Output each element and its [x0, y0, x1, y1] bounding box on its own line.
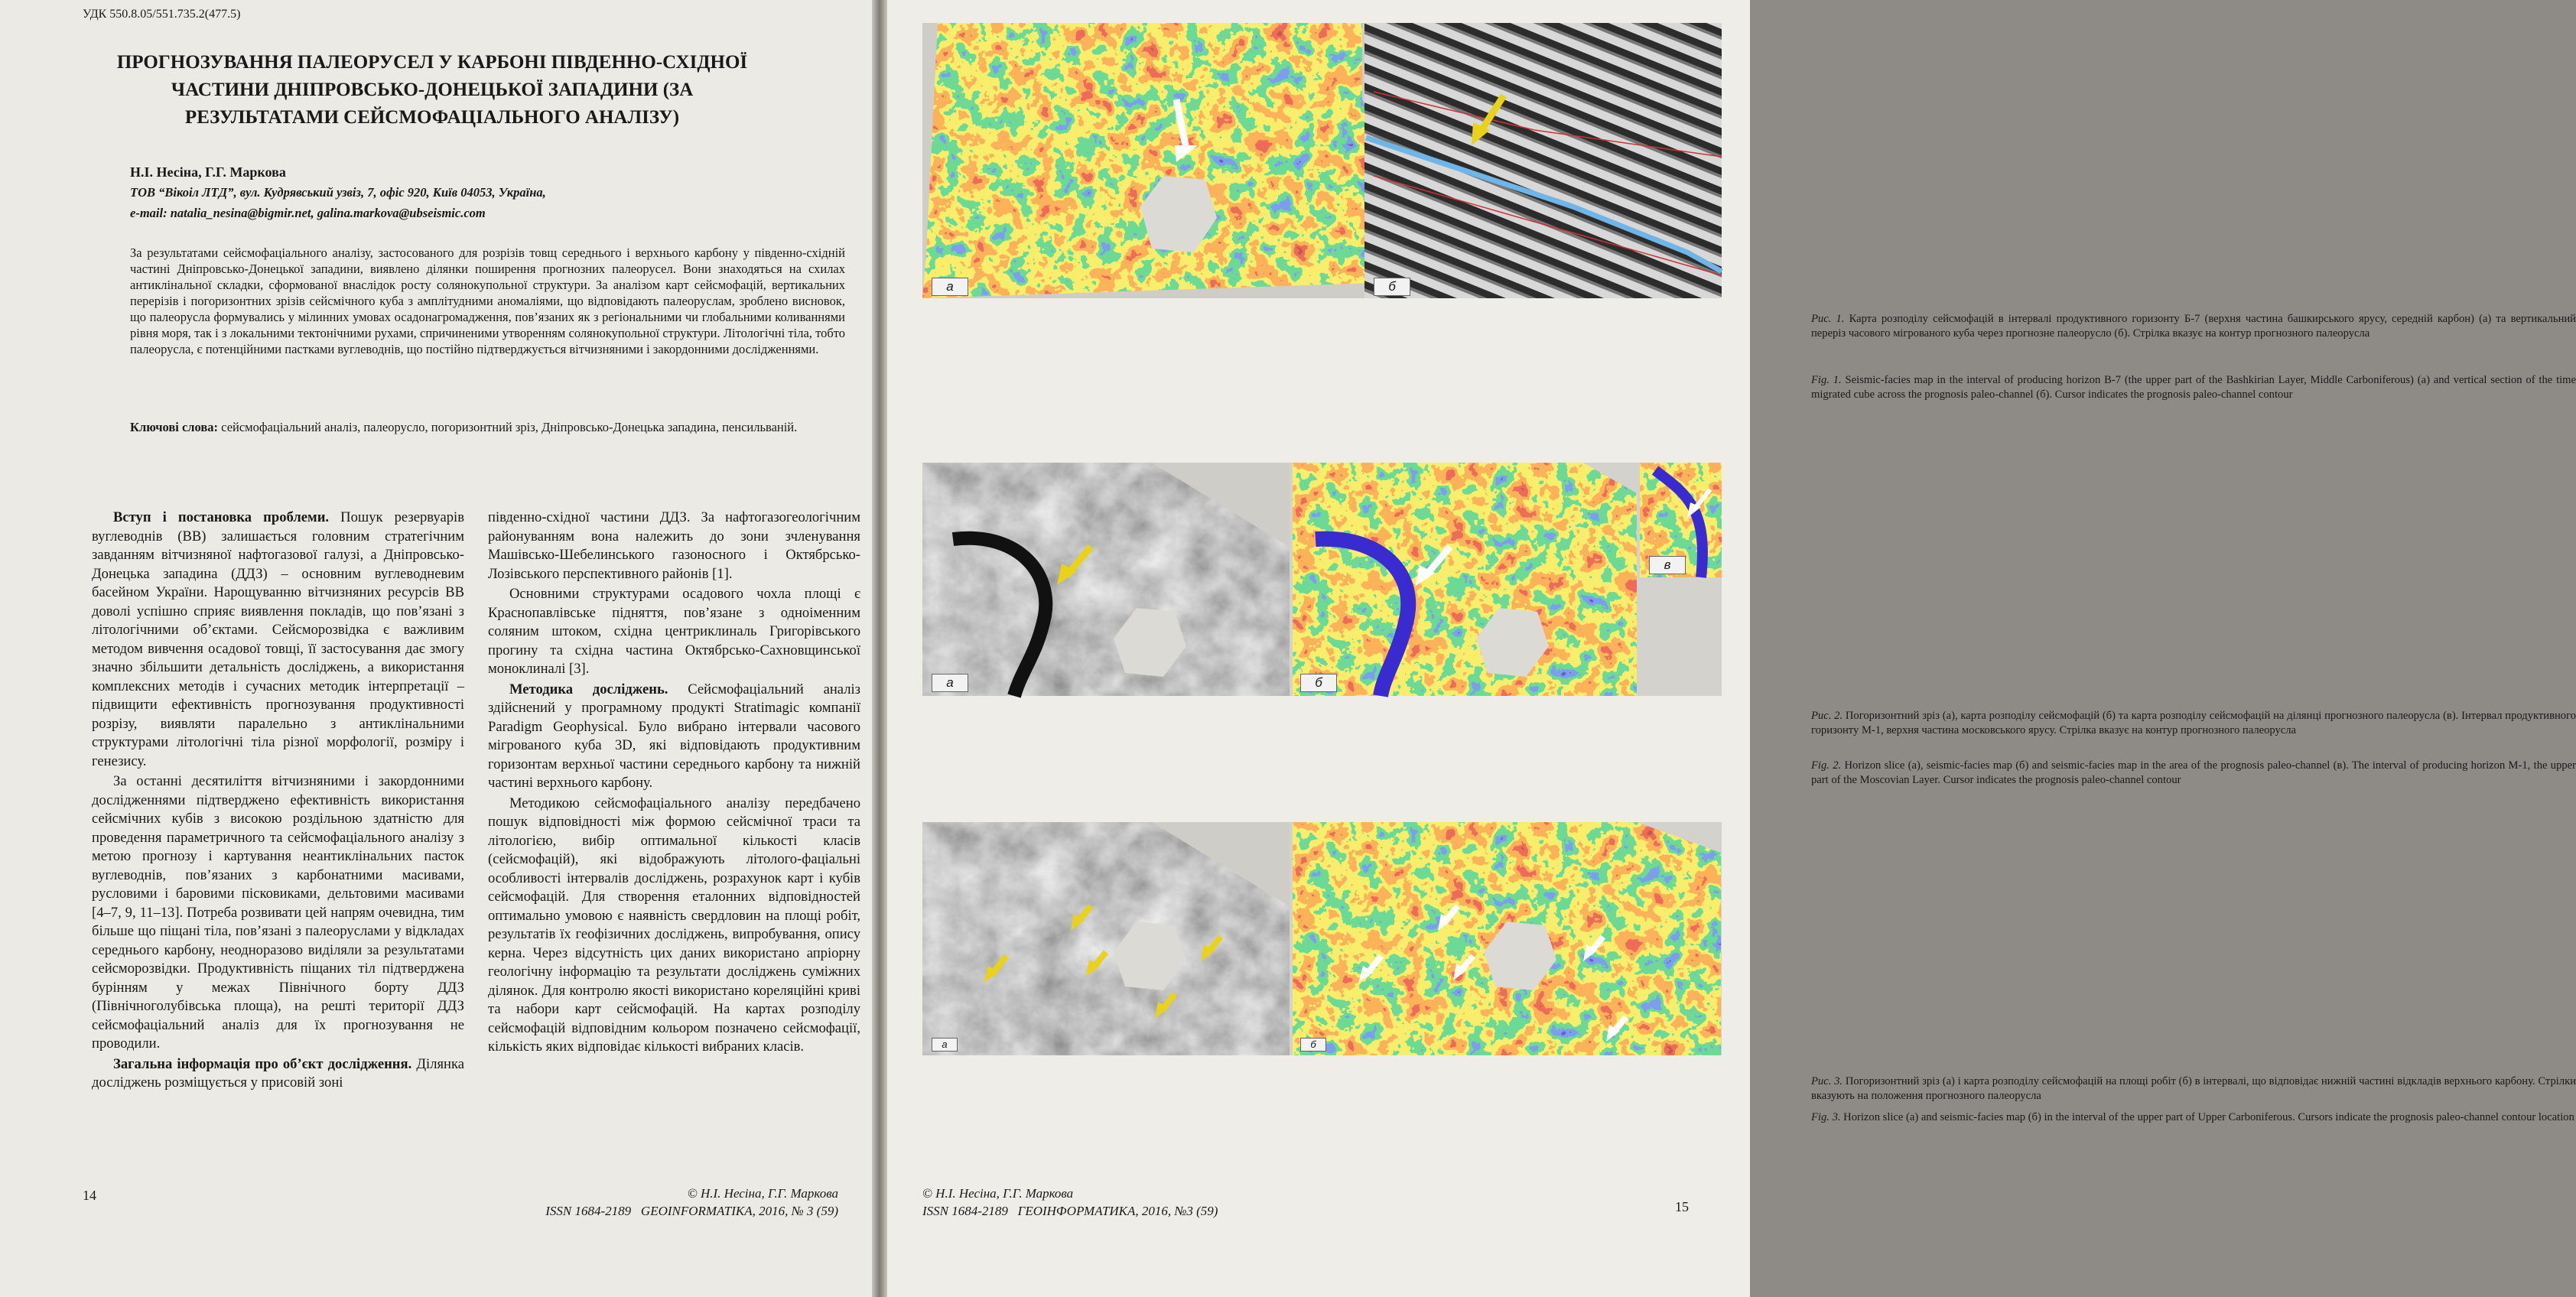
fig1-caption-ua-text: Карта розподілу сейсмофацій в інтервалі продуктивного горизонту Б-7 (верхня частина башкирського ярусу, середній карбон) (а) та вертикальний переріз часового мігрованого куба через прогнозне палеорусло (б). Стрілка вказує на контур прогнозного палеорусла	[1811, 313, 2576, 340]
fig1-label-a: а	[932, 278, 968, 296]
fig2-label-a: а	[932, 674, 968, 692]
method-heading: Методика досліджень.	[509, 681, 668, 697]
authors: Н.І. Несіна, Г.Г. Маркова	[130, 164, 286, 180]
object-paragraph	[92, 1055, 464, 1093]
right-page	[887, 0, 2576, 1297]
fig2-label-b: б	[1300, 674, 1337, 692]
object-text: Ділянка досліджень розміщується у присовій зоні	[92, 1055, 464, 1091]
fig2-caption-en-text: Horizon slice (а), seismic-facies map (б) and seismic-facies map in the area of the prognosis paleo-channel (в). The interval of producing horizon M-1, the upper part of the Moscovian Layer. Cursor indicates the prognosis paleo-channel contour	[1811, 759, 2576, 786]
fig3-label-a: а	[932, 1038, 958, 1052]
fig3-caption-ua-text: Погоризонтний зріз (а) і карта розподілу сейсмофацій на площі робіт (б) в інтервалі, що відповідає нижній частині відкладів верхнього карбону. Стрілки вказують на положення прогнозного палеорусла	[1811, 1075, 2576, 1102]
udk-code: УДК 550.8.05/551.735.2(477.5)	[83, 8, 241, 21]
fig3-prefix-ua: Рис. 3.	[1811, 1075, 1843, 1087]
journal-left: ISSN 1684-2189 GEOINFORMATIKA, 2016, № 3 (59)	[545, 1204, 838, 1218]
intro-paragraph	[92, 509, 464, 771]
author-email: e-mail: natalia_nesina@bigmir.net, galina.markova@ubseismic.com	[130, 206, 486, 220]
figure-2	[922, 463, 1722, 696]
fig2-caption-en	[1811, 759, 2576, 788]
fig2-caption-ua-text: Погоризонтний зріз (а), карта розподілу сейсмофацій (б) та карта розподілу сейсмофацій на ділянці прогнозного палеорусла (в). Інтервал продуктивного горизонту М-1, верхня частина московського ярусу. Стрілка вказує на контур прогнозного палеорусла	[1811, 710, 2576, 736]
area-paragraph: південно-східної частини ДДЗ. За нафтогазогеологічним районуванням вона належить до зони зчленування Машівсько-Шебелинського газоносного і Октябрсько-Лозівського перспективного районів [1].	[488, 509, 860, 582]
article-title: ПРОГНОЗУВАННЯ ПАЛЕОРУСЕЛ У КАРБОНІ ПІВДЕННО-СХІДНОЇ ЧАСТИНИ ДНІПРОВСЬКО-ДОНЕЦЬКОЇ ЗАПАДИНИ (ЗА РЕЗУЛЬТАТАМИ СЕЙСМОФАЦІАЛЬНОГО АНАЛІЗУ)	[116, 52, 748, 128]
fig3-caption-en	[1811, 1110, 2576, 1125]
fig2-prefix-en: Fig. 2.	[1811, 759, 1842, 772]
fig1-caption-ua	[1811, 312, 2576, 341]
keywords-label: Ключові слова:	[130, 420, 219, 434]
page-number-left: 14	[83, 1188, 96, 1203]
keywords	[130, 419, 845, 435]
intro-text: Пошук резервуарів вуглеводнів (ВВ) залишається головним стратегічним завданням вітчизняної нафтогазової галузі, а Дніпровсько-Донецька западина (ДДЗ) – основним вуглеводневим басейном України. Нарощуванню вітчизняних ресурсів ВВ доволі успішно сприяє виявлення покладів, що пов’язані з літологічними об’єктами. Сейсморозвідка є важливим методом вивчення осадової товщі, її застосування дає змогу значно збільшити детальність досліджень, а використання комплексних методів і сучасних методик інтерпретації – підвищити ефективність прогнозування продуктивності розрізу, виявляти паралельно з антиклінальними структурами літологічні тіла різної морфології, розміру і генезису.	[92, 509, 464, 769]
left-page	[0, 0, 872, 1297]
method-text: Сейсмофаціальний аналіз здійснений у програмному продукті Stratimagic компанії Paradigm Geophysical. Було вибрано інтервали часового мігрованого куба 3D, які відповідають продуктивним горизонтам верхньої частини середнього карбону та нижній частині верхнього карбону.	[488, 681, 860, 791]
left-column	[92, 509, 464, 1093]
method-paragraph	[488, 681, 860, 793]
organization: ТОВ “Вікоіл ЛТД”, вул. Кудрявський узвіз, 7, офіс 920, Київ 04053, Україна,	[130, 185, 546, 200]
fig2-prefix-ua: Рис. 2.	[1811, 710, 1843, 722]
fig3-caption-ua	[1811, 1074, 2576, 1104]
book-gutter	[872, 0, 887, 1297]
fig3-prefix-en: Fig. 3.	[1811, 1111, 1841, 1123]
journal-right: ISSN 1684-2189 ГЕОІНФОРМАТИКА, 2016, №3 (59)	[922, 1204, 1218, 1218]
abstract: За результатами сейсмофаціального аналізу, застосованого для розрізів товщ середнього і верхнього карбону у південно-східній частині Дніпровсько-Донецької западини, виявлено ділянки поширення прогнозних палеорусел. Вони знаходяться на схилах антиклінальної складки, сформованої внаслідок росту солянокупольної структури. За аналізом карт сейсмофацій, вертикальних перерізів і погоризонтних зрізів сейсмічного куба з амплітудними аномаліями, що відповідають палеоруслам, зроблено висновок, що палеорусла формувались у мілинних умовах осадонагромадження, пов’язаних як з регіональними чи глобальними коливаннями рівня моря, так і з локальними тектонічними рухами, спричиненими утворенням солянокупольної структури. Літологічні тіла, тобто палеорусла, є потенційними пастками вуглеводнів, що постійно підтверджується вітчизняними і закордонними дослідженнями.	[130, 245, 845, 356]
page-number-right: 15	[1675, 1199, 1689, 1214]
keywords-text: сейсмофаціальний аналіз, палеорусло, погоризонтний зріз, Дніпровсько-Донецька западина, пенсильваній.	[221, 420, 798, 434]
intro-heading: Вступ і постановка проблеми.	[113, 509, 330, 525]
fig1-prefix-en: Fig. 1.	[1811, 374, 1842, 386]
facies-paragraph: Методикою сейсмофаціального аналізу передбачено пошук відповідності між формою сейсмічної траси та літологією, вибір оптимальної кількості класів (сейсмофацій), які відображують літолого-фаціальні особливості інтервалів досліджень, розрахунок карт і кубів сейсмофацій. Для створення еталонних відповідностей оптимально умовою є наявність свердловин на площі робіт, результатів їх геофізичних досліджень, випробування, опису керна. Через відсутність цих даних використано апріорну геологічну інформацію та результати досліджень суміжних ділянок. Для контролю якості використано кореляційні криві та набори карт сейсмофацій. На картах розподілу сейсмофацій відповідним кольором позначено сейсмофації, кількість яких відповідає кількості вибраних класів.	[488, 795, 860, 1055]
fig2-caption-ua	[1811, 709, 2576, 738]
copyright-left: © Н.І. Несіна, Г.Г. Маркова	[687, 1186, 838, 1201]
fig1-prefix-ua: Рис. 1.	[1811, 313, 1845, 325]
research-paragraph: За останні десятиліття вітчизняними і закордонними дослідженнями підтверджено ефективність використання сейсмічних кубів з високою роздільною здатністю для проведення параметричного та сейсмофаціального аналізу з метою прогнозу і картування неантиклінальних пасток вуглеводнів, пов’язаних з карбонатними масивами, русловими і баровими пісковиками, дельтовими масивами [4–7, 9, 11–13]. Потреба розвивати цей напрям очевидна, тим більше що піщані тіла, пов’язані з палеоруслами у відкладах середнього карбону, неодноразово виділяли за результатами сейсморозвідки. Продуктивність піщаних тіл підтверджена бурінням у межах Північного борту ДДЗ (Північноголубівська площа), на решті території ДДЗ сейсмофаціальний аналіз для їх прогнозування не проводили.	[92, 773, 464, 1052]
fig1-caption-en	[1811, 373, 2576, 402]
fig2-label-c: в	[1649, 556, 1686, 574]
structure-paragraph: Основними структурами осадового чохла площі є Краснопавлівське підняття, пов’язане з одноіменним соляним штоком, східна центриклиналь Григорівського прогину та східна частина Октябрсько-Сахновщинської моноклиналі [3].	[488, 586, 860, 677]
right-column	[488, 509, 860, 1057]
figure-1	[922, 23, 1722, 298]
fig1-label-b: б	[1374, 278, 1410, 296]
copyright-right: © Н.І. Несіна, Г.Г. Маркова	[922, 1186, 1074, 1201]
figure-3	[922, 822, 1722, 1055]
object-heading: Загальна інформація про об’єкт дослідження.	[113, 1055, 412, 1072]
fig3-label-b: б	[1300, 1038, 1326, 1052]
fig3-caption-en-text: Horizon slice (а) and seismic-facies map (б) in the interval of the upper part of Upper Carboniferous. Cursors indicate the prognosis paleo-channel contour location	[1843, 1111, 2574, 1123]
fig1-caption-en-text: Seismic-facies map in the interval of producing horizon B-7 (the upper part of the Bashkirian Layer, Middle Carboniferous) (а) and vertical section of the time migrated cube across the prognosis paleo-channel (б). Cursor indicates the prognosis paleo-channel contour	[1811, 374, 2576, 401]
